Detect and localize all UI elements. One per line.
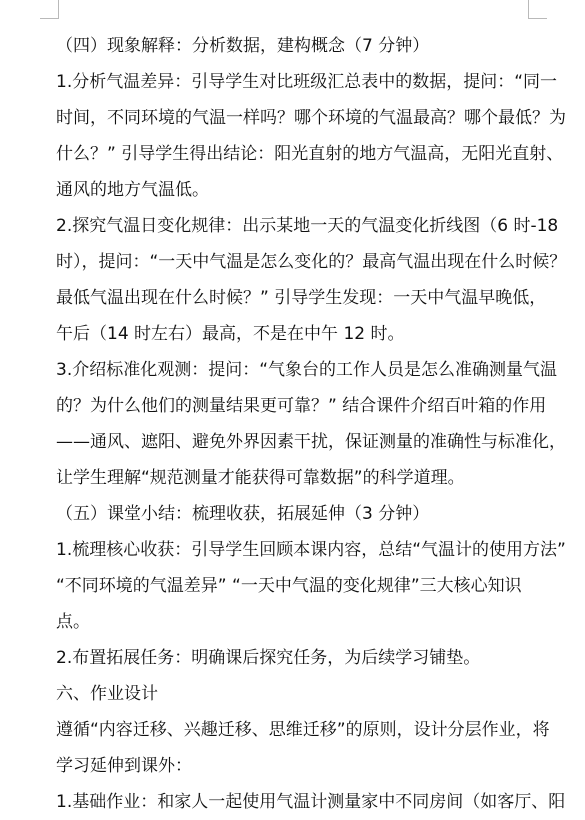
section-heading-four: （四）现象解释：分析数据，建构概念（7 分钟） bbox=[56, 36, 430, 56]
paragraph-line: 遵循“内容迁移、兴趣迁移、思维迁移”的原则，设计分层作业，将 bbox=[56, 720, 550, 740]
section-heading-five: （五）课堂小结：梳理收获，拓展延伸（3 分钟） bbox=[56, 504, 430, 524]
paragraph-line: 午后（14 时左右）最高，不是在中午 12 时。 bbox=[56, 324, 405, 344]
page-corner-mark-right bbox=[528, 0, 547, 19]
paragraph-line: ——通风、遮阳、避免外界因素干扰，保证测量的准确性与标准化， bbox=[56, 432, 566, 452]
paragraph-line: 3.介绍标准化观测：提问：“气象台的工作人员是怎么准确测量气温 bbox=[56, 360, 558, 380]
section-heading-six: 六、作业设计 bbox=[56, 684, 158, 704]
paragraph-line: 通风的地方气温低。 bbox=[56, 180, 209, 200]
paragraph-line: 时），提问：“一天中气温是怎么变化的？最高气温出现在什么时候？ bbox=[56, 252, 567, 272]
page-corner-mark-left bbox=[40, 0, 59, 19]
paragraph-line: 时间，不同环境的气温一样吗？哪个环境的气温最高？哪个最低？为 bbox=[56, 108, 566, 128]
document-body bbox=[56, 28, 567, 820]
paragraph-line: “不同环境的气温差异” “一天中气温的变化规律”三大核心知识 bbox=[56, 576, 522, 596]
paragraph-line: 1.基础作业：和家人一起使用气温计测量家中不同房间（如客厅、阳 bbox=[56, 792, 566, 812]
paragraph-line: 让学生理解“规范测量才能获得可靠数据”的科学道理。 bbox=[56, 468, 465, 488]
paragraph-line: 1.分析气温差异：引导学生对比班级汇总表中的数据，提问：“同一 bbox=[56, 72, 558, 92]
paragraph-line: 最低气温出现在什么时候？” 引导学生发现：一天中气温早晚低， bbox=[56, 288, 547, 308]
paragraph-line: 的？为什么他们的测量结果更可靠？” 结合课件介绍百叶箱的作用 bbox=[56, 396, 547, 416]
paragraph-line: 2.布置拓展任务：明确课后探究任务，为后续学习铺垫。 bbox=[56, 648, 481, 668]
paragraph-line: 学习延伸到课外： bbox=[56, 756, 192, 776]
paragraph-line: 点。 bbox=[56, 612, 90, 632]
paragraph-line: 1.梳理核心收获：引导学生回顾本课内容，总结“气温计的使用方法” bbox=[56, 540, 566, 560]
paragraph-line: 什么？” 引导学生得出结论：阳光直射的地方气温高，无阳光直射、 bbox=[56, 144, 564, 164]
paragraph-line: 2.探究气温日变化规律：出示某地一天的气温变化折线图（6 时-18 bbox=[56, 216, 559, 236]
